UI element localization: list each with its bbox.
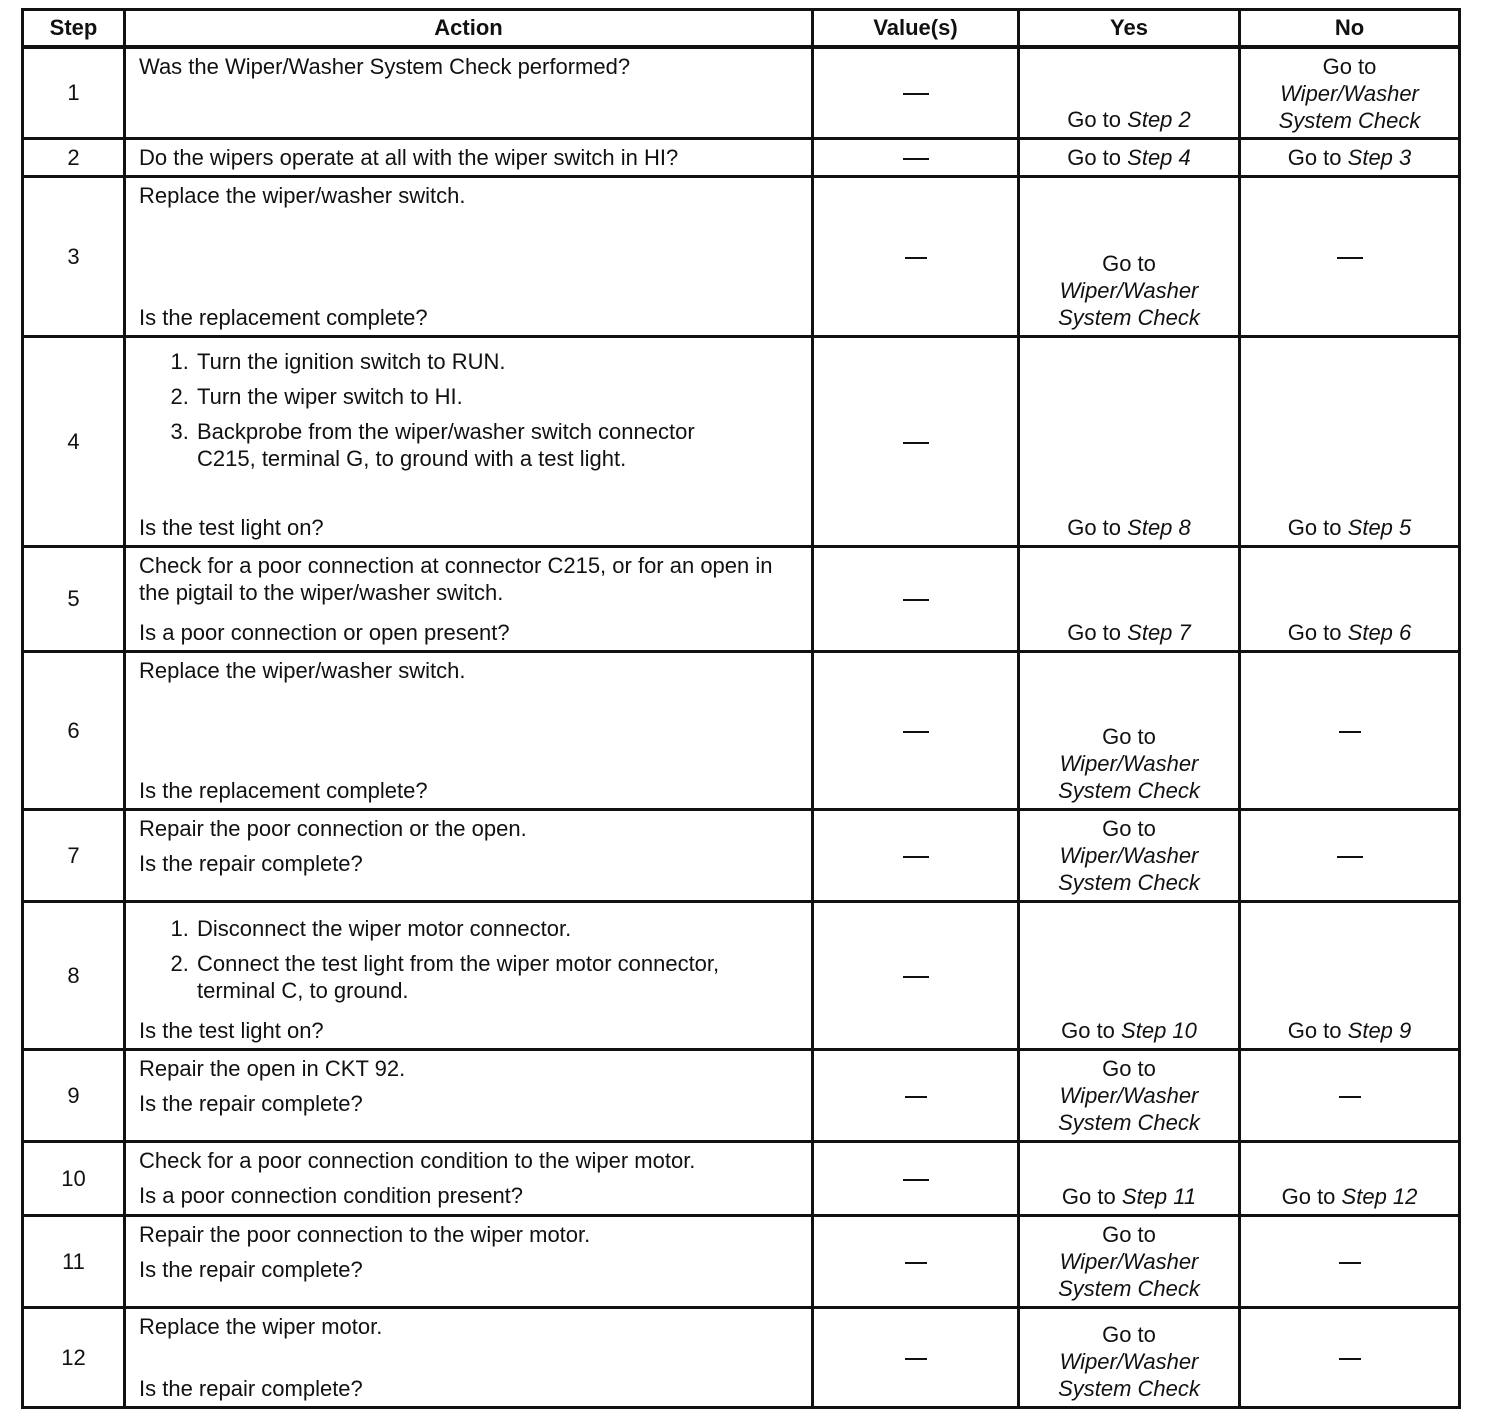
dash <box>903 856 929 858</box>
header-values: Value(s) <box>813 10 1019 48</box>
dash <box>905 257 927 259</box>
step-number: 5 <box>23 546 125 651</box>
no-prefix: Go to <box>1322 54 1377 79</box>
yes-prefix: Go to <box>1102 1221 1156 1247</box>
dash <box>903 93 929 95</box>
action-question: Is the repair complete? <box>139 1090 363 1116</box>
no-cell <box>1240 901 1460 1049</box>
action-question: Is the repair complete? <box>139 850 363 876</box>
yes-target: System Check <box>1058 869 1200 895</box>
no-cell <box>1240 336 1460 546</box>
action-question: Is the repair complete? <box>139 1256 363 1282</box>
dash <box>903 976 929 978</box>
value-cell <box>813 47 1019 138</box>
no-cell <box>1240 1307 1460 1407</box>
dash <box>905 1262 927 1264</box>
yes-target: Step 11 <box>1121 1183 1197 1209</box>
no-target: Step 6 <box>1347 619 1412 645</box>
no-target: Step 9 <box>1347 1017 1412 1043</box>
header-yes: Yes <box>1019 10 1240 48</box>
no-cell <box>1240 1215 1460 1307</box>
table-row <box>23 176 1460 336</box>
yes-target: System Check <box>1058 1109 1200 1135</box>
step-number: 2 <box>23 138 125 176</box>
no-prefix: Go to <box>1287 514 1342 540</box>
dash <box>903 599 929 601</box>
value-cell <box>813 138 1019 176</box>
dash <box>1339 1358 1361 1360</box>
action-cell <box>125 1215 813 1307</box>
no-prefix: Go to <box>1287 1017 1342 1043</box>
no-cell <box>1240 138 1460 176</box>
yes-prefix: Go to <box>1102 723 1156 749</box>
no-cell <box>1240 546 1460 651</box>
action-cell <box>125 901 813 1049</box>
value-cell <box>813 1141 1019 1215</box>
value-cell <box>813 1215 1019 1307</box>
step-number: 11 <box>23 1215 125 1307</box>
no-target: Wiper/Washer <box>1280 81 1419 106</box>
no-cell <box>1240 809 1460 901</box>
yes-cell <box>1019 138 1240 176</box>
yes-cell <box>1019 901 1240 1049</box>
yes-target: Step 7 <box>1127 619 1191 645</box>
action-question: Is the replacement complete? <box>139 777 428 803</box>
yes-prefix: Go to <box>1102 815 1156 841</box>
yes-target: Wiper/Washer <box>1059 842 1199 868</box>
step-number: 8 <box>23 901 125 1049</box>
table-row <box>23 1141 1460 1215</box>
value-cell <box>813 336 1019 546</box>
value-cell <box>813 176 1019 336</box>
action-list <box>139 348 801 480</box>
table-row <box>23 901 1460 1049</box>
no-target: Step 12 <box>1341 1183 1418 1209</box>
action-cell <box>125 1049 813 1141</box>
action-question: Is the replacement complete? <box>139 304 428 330</box>
value-cell <box>813 546 1019 651</box>
header-step: Step <box>23 10 125 48</box>
dash <box>903 731 929 733</box>
yes-prefix: Go to <box>1061 1183 1116 1209</box>
yes-target: Wiper/Washer <box>1059 1348 1199 1374</box>
step-number: 1 <box>23 47 125 138</box>
yes-cell <box>1019 1307 1240 1407</box>
list-item: 1. Disconnect the wiper motor connector. <box>195 915 801 942</box>
diagnostic-table <box>21 8 1461 1409</box>
action-text: Check for a poor connection at connector C215, or for an open in the pigtail to the wiper/washer switch. <box>139 552 773 605</box>
yes-target: Wiper/Washer <box>1059 1248 1199 1274</box>
action-cell <box>125 809 813 901</box>
yes-prefix: Go to <box>1067 619 1122 645</box>
action-question: Is a poor connection condition present? <box>139 1182 524 1208</box>
yes-target: Step 10 <box>1121 1017 1197 1043</box>
yes-cell <box>1019 546 1240 651</box>
dash <box>903 442 929 444</box>
table-row <box>23 47 1460 138</box>
action-cell <box>125 651 813 809</box>
no-target: Step 3 <box>1347 144 1412 170</box>
action-list <box>139 915 801 1012</box>
action-cell <box>125 138 813 176</box>
no-target: System Check <box>1278 108 1421 133</box>
dash <box>1339 731 1361 733</box>
no-prefix: Go to <box>1287 619 1342 645</box>
action-text: Repair the open in CKT 92. <box>139 1055 406 1081</box>
action-cell <box>125 47 813 138</box>
dash <box>1339 1096 1361 1098</box>
table-row <box>23 1215 1460 1307</box>
no-target: Step 5 <box>1347 514 1412 540</box>
list-item: 2. Connect the test light from the wiper motor connector, terminal C, to ground. <box>195 950 801 1004</box>
yes-cell <box>1019 1141 1240 1215</box>
table-row <box>23 138 1460 176</box>
step-number: 6 <box>23 651 125 809</box>
action-cell <box>125 176 813 336</box>
header-action: Action <box>125 10 813 48</box>
action-text: Replace the wiper/washer switch. <box>139 182 466 208</box>
dash <box>903 158 929 160</box>
table-row <box>23 1049 1460 1141</box>
table-row <box>23 809 1460 901</box>
yes-target: System Check <box>1058 304 1200 330</box>
value-cell <box>813 1049 1019 1141</box>
yes-target: Step 8 <box>1127 514 1191 540</box>
step-number: 10 <box>23 1141 125 1215</box>
yes-prefix: Go to <box>1067 514 1122 540</box>
action-cell <box>125 1141 813 1215</box>
action-cell <box>125 336 813 546</box>
no-cell <box>1240 651 1460 809</box>
action-text: Do the wipers operate at all with the wiper switch in HI? <box>139 144 679 170</box>
action-text: Repair the poor connection or the open. <box>139 815 527 841</box>
dash <box>1339 1262 1361 1264</box>
value-cell <box>813 1307 1019 1407</box>
yes-target: System Check <box>1058 777 1200 803</box>
action-text: Check for a poor connection condition to the wiper motor. <box>139 1147 696 1173</box>
no-prefix: Go to <box>1281 1183 1336 1209</box>
action-cell <box>125 1307 813 1407</box>
dash <box>1337 257 1363 259</box>
yes-target: Wiper/Washer <box>1059 1082 1199 1108</box>
yes-cell <box>1019 47 1240 138</box>
step-number: 4 <box>23 336 125 546</box>
table-row <box>23 546 1460 651</box>
yes-target: Wiper/Washer <box>1059 277 1199 303</box>
action-question: Is the test light on? <box>139 1017 324 1043</box>
yes-cell <box>1019 176 1240 336</box>
dash <box>905 1358 927 1360</box>
action-question: Is a poor connection or open present? <box>139 619 510 645</box>
action-question: Is the repair complete? <box>139 1375 363 1401</box>
yes-target: Step 4 <box>1127 144 1191 170</box>
yes-prefix: Go to <box>1102 1055 1156 1081</box>
value-cell <box>813 901 1019 1049</box>
no-cell <box>1240 1049 1460 1141</box>
yes-target: System Check <box>1058 1375 1200 1401</box>
yes-cell <box>1019 809 1240 901</box>
no-cell <box>1240 47 1460 138</box>
yes-target: Wiper/Washer <box>1059 750 1199 776</box>
action-text: Repair the poor connection to the wiper motor. <box>139 1221 591 1247</box>
header-no: No <box>1240 10 1460 48</box>
action-text: Was the Wiper/Washer System Check performed? <box>139 54 631 79</box>
no-prefix: Go to <box>1287 144 1342 170</box>
yes-cell <box>1019 1049 1240 1141</box>
header-row <box>23 10 1460 48</box>
list-item: 3. Backprobe from the wiper/washer switch connector C215, terminal G, to ground with a test light. <box>195 418 801 472</box>
table-row <box>23 651 1460 809</box>
dash <box>1337 856 1363 858</box>
table-row <box>23 1307 1460 1407</box>
table-row <box>23 336 1460 546</box>
step-number: 12 <box>23 1307 125 1407</box>
no-cell <box>1240 1141 1460 1215</box>
yes-target: Step 2 <box>1127 106 1191 132</box>
action-text: Replace the wiper motor. <box>139 1313 383 1339</box>
yes-prefix: Go to <box>1061 1017 1115 1043</box>
yes-cell <box>1019 1215 1240 1307</box>
value-cell <box>813 651 1019 809</box>
yes-cell <box>1019 336 1240 546</box>
value-cell <box>813 809 1019 901</box>
step-number: 7 <box>23 809 125 901</box>
list-item: 1. Turn the ignition switch to RUN. <box>195 348 801 375</box>
action-cell <box>125 546 813 651</box>
list-item: 2. Turn the wiper switch to HI. <box>195 383 801 410</box>
yes-cell <box>1019 651 1240 809</box>
dash <box>903 1179 929 1181</box>
yes-target: System Check <box>1058 1275 1200 1301</box>
yes-prefix: Go to <box>1067 106 1122 132</box>
yes-prefix: Go to <box>1102 250 1156 276</box>
no-cell <box>1240 176 1460 336</box>
step-number: 9 <box>23 1049 125 1141</box>
step-number: 3 <box>23 176 125 336</box>
action-text: Replace the wiper/washer switch. <box>139 657 466 683</box>
yes-prefix: Go to <box>1067 144 1122 170</box>
yes-prefix: Go to <box>1102 1321 1156 1347</box>
action-question: Is the test light on? <box>139 514 324 540</box>
dash <box>905 1096 927 1098</box>
